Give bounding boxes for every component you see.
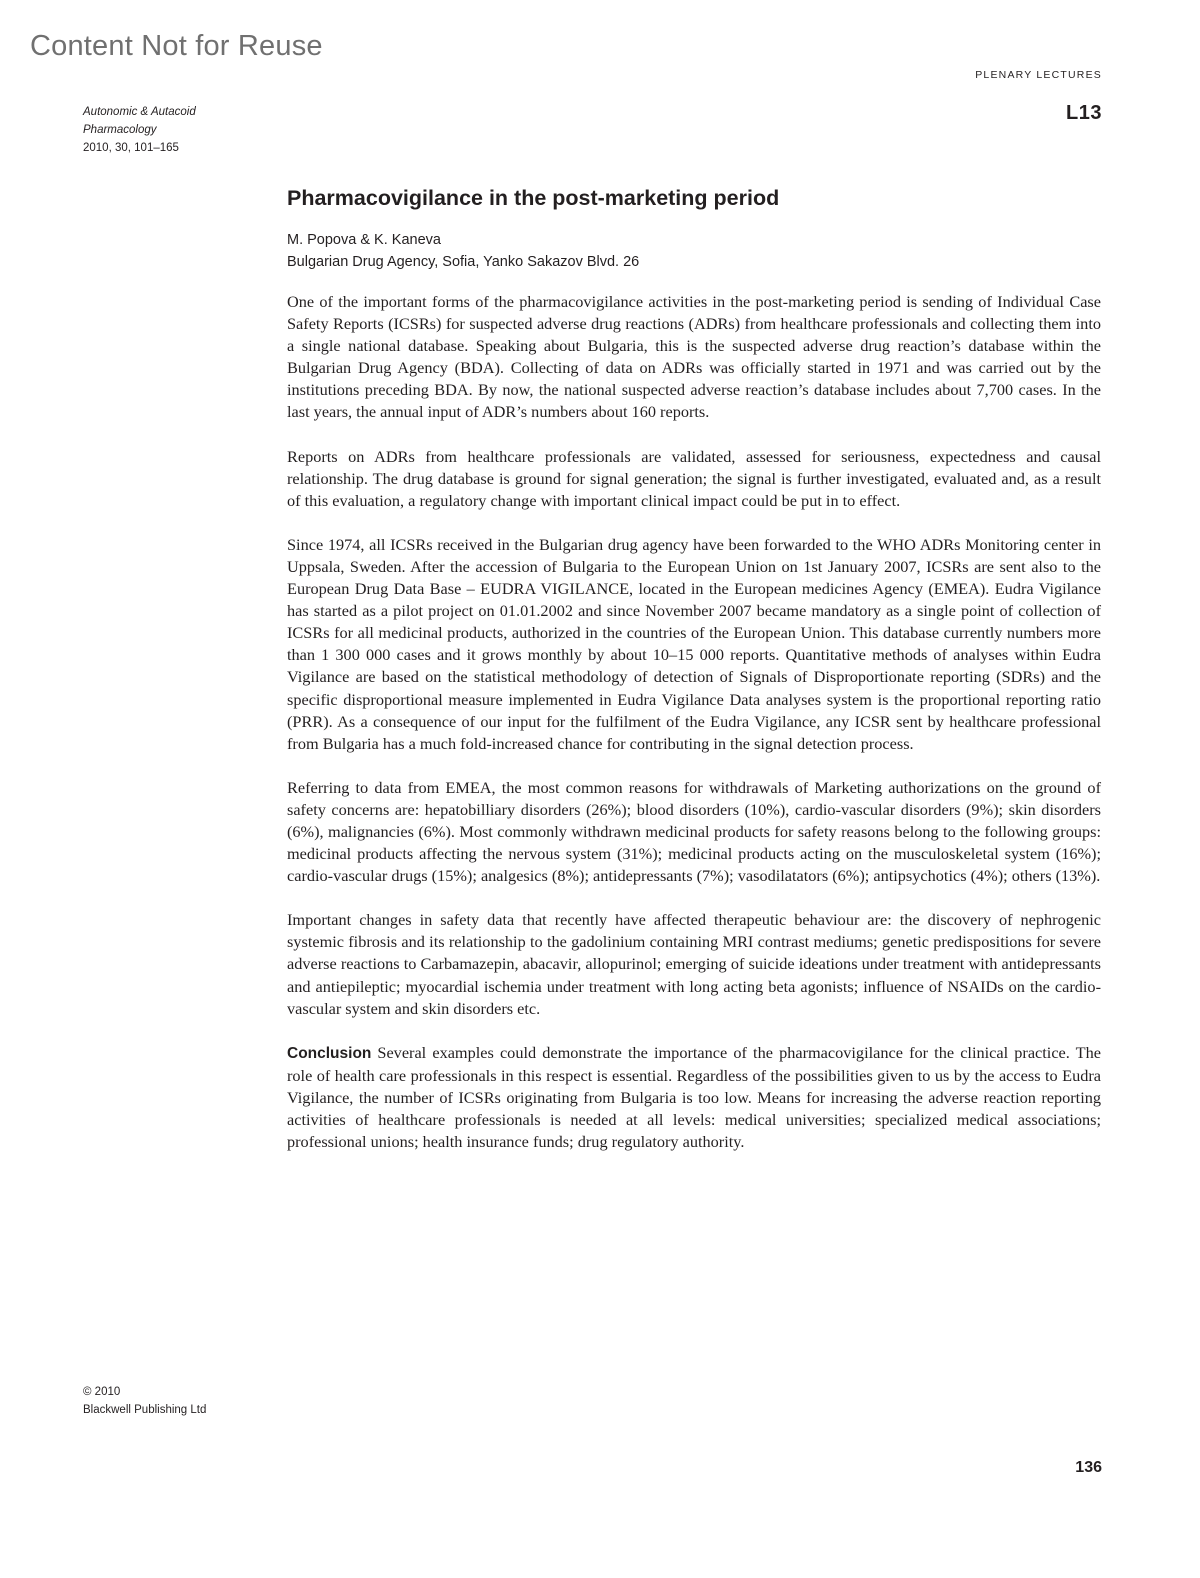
paragraph: One of the important forms of the pharmacovigilance activities in the post-marketing period is sending of Individual Case Safety Reports (ICSRs) for suspected adverse drug reactions (ADRs) from healthcare professionals and collecting them into a single national database. Speaking about Bulgaria, this is the suspected adverse drug reaction’s database within the Bulgarian Drug Agency (BDA). Collecting of data on ADRs was officially started in 1971 and was carried out by the institutions preceding BDA. By now, the national suspected adverse reaction’s database includes about 7,700 cases. In the last years, the annual input of ADR’s numbers about 160 reports.: [287, 292, 1101, 422]
journal-name-line1: Autonomic & Autacoid: [83, 106, 196, 118]
copyright-year: © 2010: [83, 1386, 121, 1398]
journal-citation: 2010, 30, 101–165: [83, 142, 179, 154]
paragraph: Referring to data from EMEA, the most common reasons for withdrawals of Marketing authorizations on the ground of safety concerns are: hepatobilliary disorders (26%); blood disorders (10%), cardio-vascular disorders (9%); skin disorders (6%), malignancies (6%). Most commonly withdrawn medicinal products for safety reasons belong to the following groups: medicinal products affecting the nervous system (31%); medicinal products acting on the musculoskeletal system (16%); cardio-vascular drugs (15%); analgesics (8%); antidepressants (7%); vasodilatators (6%); antipsychotics (4%); others (13%).: [287, 777, 1101, 886]
authors: M. Popova & K. Kaneva: [287, 232, 441, 248]
publisher: Blackwell Publishing Ltd: [83, 1404, 207, 1416]
journal-name-line2: Pharmacology: [83, 124, 157, 136]
page-number: 136: [1075, 1459, 1102, 1476]
lecture-code: L13: [1066, 102, 1102, 124]
section-label: PLENARY LECTURES: [975, 69, 1102, 81]
paragraph: Reports on ADRs from healthcare professionals are validated, assessed for seriousness, expectedness and causal relationship. The drug database is ground for signal generation; the signal is further investigated, evaluated and, as a result of this evaluation, a regulatory change with important clinical impact could be put in to effect.: [287, 446, 1101, 510]
paragraph: Important changes in safety data that recently have affected therapeutic behaviour are: the discovery of nephrogenic systemic fibrosis and its relationship to the gadolinium containing MRI contrast mediums; genetic predispositions for severe adverse reactions to Carbamazepin, abacavir, allopurinol; emerging of suicide ideations under treatment with antidepressants and antiepileptic; myocardial ischemia under treatment with long acting beta agonists; influence of NSAIDs on the cardio-vascular system and skin disorders etc.: [287, 910, 1101, 1018]
author-block: [287, 229, 1101, 273]
paragraph: Since 1974, all ICSRs received in the Bulgarian drug agency have been forwarded to the WHO ADRs Monitoring center in Uppsala, Sweden. After the accession of Bulgaria to the European Union on 1st January 2007, ICSRs are sent also to the European Drug Data Base – EUDRA VIGILANCE, located in the European medicines Agency (EMEA). Eudra Vigilance has started as a pilot project on 01.01.2002 and since November 2007 became mandatory as a single point of collection of ICSRs for all medicinal products, authorized in the countries of the European Union. This database currently numbers more than 1 300 000 cases and it grows monthly by about 10–15 000 reports. Quantitative methods of analyses within Eudra Vigilance are based on the statistical methodology of detection of Signals of Disproportionate reporting (SDRs) and the specific disproportional measure implemented in Eudra Vigilance Data analyses system is the proportional reporting ratio (PRR). As a consequence of our input for the fulfilment of the Eudra Vigilance, any ICSR sent by healthcare professional from Bulgaria has a much fold-increased chance for contributing in the signal detection process.: [287, 534, 1101, 753]
watermark-text: Content Not for Reuse: [30, 30, 323, 62]
article: [287, 183, 1101, 1175]
journal-info: [83, 103, 263, 157]
article-title: Pharmacovigilance in the post-marketing period: [287, 186, 780, 210]
affiliation: Bulgarian Drug Agency, Sofia, Yanko Sakazov Blvd. 26: [287, 254, 640, 270]
article-body: [287, 291, 1101, 1153]
conclusion-text: Several examples could demonstrate the importance of the pharmacovigilance for the clinical practice. The role of health care professionals in this respect is essential. Regardless of the possibilities given to us by the access to Eudra Vigilance, the number of ICSRs originating from Bulgaria is too low. Means for increasing the adverse reaction reporting activities of healthcare professionals is needed at all levels: medical universities; specialized medical associations; professional unions; health insurance funds; drug regulatory authority.: [287, 1042, 1101, 1152]
conclusion-label: Conclusion: [287, 1044, 372, 1062]
conclusion-paragraph: [287, 1042, 1101, 1153]
copyright: [83, 1383, 283, 1419]
